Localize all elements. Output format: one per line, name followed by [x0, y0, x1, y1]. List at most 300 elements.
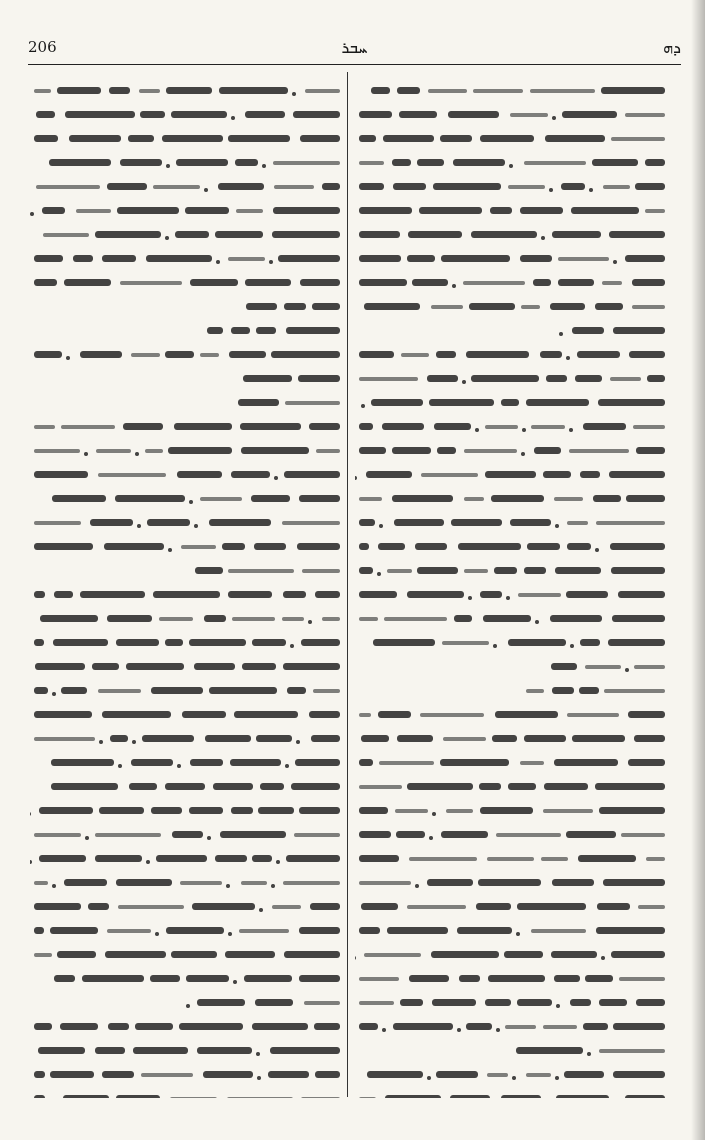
text-line	[30, 174, 340, 198]
script-word	[95, 855, 142, 862]
script-word	[517, 999, 552, 1006]
script-word	[105, 951, 166, 958]
text-line	[30, 390, 340, 414]
script-word	[602, 281, 622, 285]
punctuation-mark	[292, 92, 296, 96]
text-line	[355, 486, 665, 510]
left-column-syriac-text	[30, 78, 340, 1098]
script-word	[393, 183, 426, 190]
punctuation-mark	[432, 812, 436, 816]
script-word	[313, 689, 340, 693]
text-line	[355, 678, 665, 702]
punctuation-mark	[355, 476, 357, 480]
script-word	[504, 951, 544, 958]
script-word	[505, 1025, 535, 1029]
script-word	[251, 495, 290, 502]
script-word	[274, 185, 313, 189]
script-word	[54, 591, 73, 598]
script-word	[520, 761, 545, 765]
punctuation-mark	[625, 668, 629, 672]
script-word	[556, 1095, 608, 1098]
script-word	[510, 519, 551, 526]
text-line	[30, 1014, 340, 1038]
script-word	[613, 1071, 665, 1078]
script-word	[108, 1023, 129, 1030]
script-word	[171, 951, 216, 958]
script-word	[628, 711, 665, 718]
text-line	[30, 582, 340, 606]
script-word	[554, 497, 582, 501]
script-word	[34, 135, 58, 142]
script-word	[599, 999, 627, 1006]
script-word	[359, 135, 376, 142]
script-word	[508, 783, 536, 790]
punctuation-mark	[541, 236, 545, 240]
text-line	[355, 654, 665, 678]
punctuation-mark	[556, 1004, 560, 1008]
script-word	[228, 257, 266, 261]
script-word	[42, 207, 65, 214]
script-word	[165, 783, 205, 790]
script-word	[466, 1023, 491, 1030]
script-word	[626, 495, 665, 502]
script-word	[34, 591, 45, 598]
script-word	[34, 1071, 45, 1078]
punctuation-mark	[269, 260, 273, 264]
script-word	[552, 879, 594, 886]
script-word	[298, 375, 340, 382]
script-word	[270, 1047, 340, 1054]
text-line	[30, 606, 340, 630]
script-word	[566, 591, 607, 598]
script-word	[359, 279, 407, 286]
text-line	[30, 318, 340, 342]
script-word	[371, 399, 423, 406]
script-word	[299, 975, 340, 982]
script-word	[440, 759, 509, 766]
text-line	[355, 822, 665, 846]
script-word	[599, 1049, 665, 1053]
script-word	[316, 449, 340, 453]
script-word	[359, 1023, 378, 1030]
script-word	[301, 1097, 340, 1098]
script-word	[116, 879, 172, 886]
script-word	[359, 351, 394, 358]
text-line	[30, 798, 340, 822]
text-line	[355, 630, 665, 654]
script-word	[583, 423, 626, 430]
punctuation-mark	[355, 956, 356, 960]
text-line	[355, 198, 665, 222]
text-line	[30, 966, 340, 990]
script-word	[628, 759, 665, 766]
script-word	[359, 543, 369, 550]
script-word	[647, 375, 665, 382]
script-word	[57, 87, 101, 94]
script-word	[417, 159, 444, 166]
script-word	[156, 855, 207, 862]
script-word	[359, 1097, 375, 1098]
script-word	[40, 615, 98, 622]
script-word	[35, 663, 85, 670]
script-word	[492, 735, 517, 742]
script-word	[241, 881, 267, 885]
script-word	[431, 951, 499, 958]
script-word	[359, 111, 392, 118]
script-word	[409, 975, 448, 982]
script-word	[99, 807, 144, 814]
script-word	[593, 495, 621, 502]
script-word	[301, 639, 340, 646]
script-word	[241, 447, 309, 454]
script-word	[232, 617, 275, 621]
script-word	[50, 1071, 95, 1078]
script-word	[524, 567, 545, 574]
script-word	[552, 231, 600, 238]
script-word	[140, 111, 164, 118]
script-word	[260, 783, 284, 790]
script-word	[286, 855, 340, 862]
script-word	[554, 975, 580, 982]
script-word	[636, 447, 665, 454]
script-word	[645, 159, 665, 166]
text-line	[30, 774, 340, 798]
script-word	[176, 159, 228, 166]
script-word	[436, 351, 456, 358]
text-line	[355, 942, 665, 966]
script-word	[171, 111, 227, 118]
punctuation-mark	[462, 380, 466, 384]
script-word	[450, 1095, 490, 1098]
text-line	[30, 486, 340, 510]
script-word	[220, 831, 285, 838]
text-line	[30, 870, 340, 894]
script-word	[215, 855, 247, 862]
script-word	[603, 185, 630, 189]
text-line	[355, 222, 665, 246]
text-line	[355, 750, 665, 774]
script-word	[179, 1023, 243, 1030]
script-word	[595, 783, 665, 790]
script-word	[384, 617, 447, 621]
script-word	[165, 639, 183, 646]
script-word	[485, 425, 518, 429]
script-word	[383, 135, 434, 142]
script-word	[432, 999, 475, 1006]
script-word	[117, 207, 180, 214]
script-word	[283, 591, 306, 598]
script-word	[49, 159, 111, 166]
script-word	[543, 1025, 576, 1029]
script-word	[107, 929, 151, 933]
script-word	[278, 255, 340, 262]
right-column-syriac-text	[355, 78, 665, 1098]
text-line	[30, 750, 340, 774]
script-word	[34, 471, 88, 478]
punctuation-mark	[382, 1028, 386, 1032]
script-word	[284, 951, 340, 958]
script-word	[228, 569, 294, 573]
script-word	[421, 473, 478, 477]
script-word	[34, 543, 93, 550]
script-word	[613, 1023, 665, 1030]
punctuation-mark	[146, 860, 150, 864]
punctuation-mark	[30, 212, 34, 216]
script-word	[98, 473, 167, 477]
script-word	[34, 711, 92, 718]
punctuation-mark	[457, 1028, 461, 1032]
script-word	[596, 927, 665, 934]
text-line	[355, 1086, 665, 1098]
script-word	[118, 905, 183, 909]
text-line	[30, 1086, 340, 1098]
text-line	[355, 606, 665, 630]
script-word	[621, 833, 665, 837]
script-word	[123, 423, 163, 430]
punctuation-mark	[186, 1004, 190, 1008]
script-word	[485, 471, 536, 478]
script-word	[34, 89, 51, 93]
script-word	[428, 89, 467, 93]
punctuation-mark	[559, 332, 563, 336]
punctuation-mark	[259, 908, 263, 912]
script-word	[501, 1095, 541, 1098]
script-word	[526, 399, 589, 406]
script-word	[434, 423, 471, 430]
script-word	[159, 617, 193, 621]
script-word	[417, 567, 458, 574]
script-word	[440, 135, 472, 142]
script-word	[571, 207, 640, 214]
script-word	[271, 351, 340, 358]
script-word	[540, 351, 563, 358]
text-line	[355, 846, 665, 870]
script-word	[545, 135, 605, 142]
script-word	[359, 567, 373, 574]
script-word	[128, 135, 154, 142]
script-word	[520, 255, 552, 262]
script-word	[442, 641, 490, 645]
script-word	[139, 89, 160, 93]
text-line	[30, 918, 340, 942]
script-word	[162, 135, 223, 142]
punctuation-mark	[555, 524, 559, 528]
script-word	[129, 783, 157, 790]
text-line	[30, 990, 340, 1014]
script-word	[359, 161, 384, 165]
script-word	[256, 735, 292, 742]
text-line	[30, 702, 340, 726]
script-word	[488, 975, 545, 982]
script-word	[441, 831, 488, 838]
punctuation-mark	[589, 188, 593, 192]
script-word	[379, 761, 434, 765]
script-word	[73, 255, 93, 262]
script-word	[120, 159, 162, 166]
script-word	[291, 783, 340, 790]
script-word	[516, 1047, 583, 1054]
script-word	[407, 591, 463, 598]
script-word	[611, 951, 665, 958]
text-line	[355, 774, 665, 798]
punctuation-mark	[290, 644, 294, 648]
script-word	[228, 135, 289, 142]
script-word	[625, 113, 665, 117]
script-word	[603, 879, 665, 886]
script-word	[34, 687, 48, 694]
script-word	[518, 593, 561, 597]
text-line	[355, 534, 665, 558]
script-word	[526, 1073, 551, 1077]
script-word	[570, 999, 591, 1006]
script-word	[580, 471, 600, 478]
punctuation-mark	[189, 500, 193, 504]
script-word	[471, 231, 537, 238]
punctuation-mark	[30, 860, 32, 864]
script-word	[604, 689, 665, 693]
text-line	[30, 246, 340, 270]
script-word	[175, 231, 210, 238]
punctuation-mark	[427, 1076, 431, 1080]
script-word	[131, 353, 160, 357]
script-word	[295, 759, 340, 766]
script-word	[57, 951, 96, 958]
script-word	[64, 879, 107, 886]
script-word	[485, 999, 511, 1006]
script-word	[311, 735, 340, 742]
script-word	[34, 1023, 52, 1030]
script-word	[371, 87, 391, 94]
script-word	[385, 1095, 441, 1098]
text-line	[30, 894, 340, 918]
script-word	[446, 809, 473, 813]
punctuation-mark	[262, 164, 266, 168]
script-word	[464, 497, 484, 501]
script-word	[572, 735, 626, 742]
script-word	[126, 663, 183, 670]
script-word	[34, 1095, 45, 1098]
text-line	[30, 198, 340, 222]
text-line	[355, 318, 665, 342]
script-word	[88, 903, 108, 910]
script-word	[359, 255, 401, 262]
text-line	[30, 510, 340, 534]
text-line	[30, 366, 340, 390]
script-word	[420, 713, 484, 717]
script-word	[629, 351, 665, 358]
punctuation-mark	[308, 620, 312, 624]
script-word	[34, 953, 52, 957]
punctuation-mark	[233, 980, 237, 984]
script-word	[577, 351, 620, 358]
script-word	[61, 687, 87, 694]
header-rule	[28, 64, 681, 65]
script-word	[427, 375, 458, 382]
script-word	[471, 375, 539, 382]
punctuation-mark	[216, 260, 220, 264]
script-word	[302, 569, 340, 573]
script-word	[448, 111, 499, 118]
script-word	[236, 209, 263, 213]
script-word	[580, 639, 600, 646]
script-word	[255, 999, 293, 1006]
script-word	[453, 159, 505, 166]
script-word	[494, 567, 517, 574]
punctuation-mark	[595, 548, 599, 552]
script-word	[246, 303, 277, 310]
script-word	[364, 303, 420, 310]
script-word	[634, 735, 665, 742]
script-word	[501, 399, 520, 406]
script-word	[526, 689, 543, 693]
punctuation-mark	[257, 1076, 261, 1080]
script-word	[36, 111, 55, 118]
text-line	[30, 126, 340, 150]
script-word	[592, 159, 638, 166]
script-word	[312, 303, 340, 310]
text-line	[30, 462, 340, 486]
script-word	[610, 543, 665, 550]
script-word	[195, 567, 222, 574]
script-word	[598, 399, 665, 406]
script-word	[401, 353, 429, 357]
script-word	[228, 591, 271, 598]
script-word	[392, 495, 453, 502]
script-word	[309, 711, 340, 718]
script-word	[284, 303, 306, 310]
script-word	[646, 857, 665, 861]
script-word	[378, 543, 404, 550]
punctuation-mark	[165, 236, 169, 240]
script-word	[409, 857, 477, 861]
script-word	[322, 617, 340, 621]
script-word	[151, 687, 203, 694]
script-word	[558, 279, 594, 286]
script-word	[204, 615, 226, 622]
script-word	[382, 423, 424, 430]
script-word	[566, 831, 616, 838]
script-word	[638, 905, 665, 909]
script-word	[367, 1071, 423, 1078]
text-line	[30, 270, 340, 294]
script-word	[508, 185, 544, 189]
script-word	[240, 423, 301, 430]
script-word	[480, 591, 502, 598]
text-line	[30, 630, 340, 654]
script-word	[463, 281, 525, 285]
script-word	[408, 231, 462, 238]
text-line	[30, 846, 340, 870]
script-word	[527, 543, 560, 550]
script-word	[234, 711, 298, 718]
script-word	[252, 1023, 308, 1030]
script-word	[508, 639, 566, 646]
script-word	[166, 927, 224, 934]
script-word	[454, 615, 472, 622]
script-word	[147, 519, 191, 526]
script-word	[632, 279, 665, 286]
script-word	[359, 423, 373, 430]
script-word	[190, 279, 238, 286]
punctuation-mark	[555, 1076, 559, 1080]
script-word	[284, 471, 340, 478]
script-word	[544, 783, 588, 790]
script-word	[254, 543, 287, 550]
script-word	[555, 567, 601, 574]
script-word	[495, 711, 559, 718]
text-line	[30, 222, 340, 246]
script-word	[359, 807, 388, 814]
